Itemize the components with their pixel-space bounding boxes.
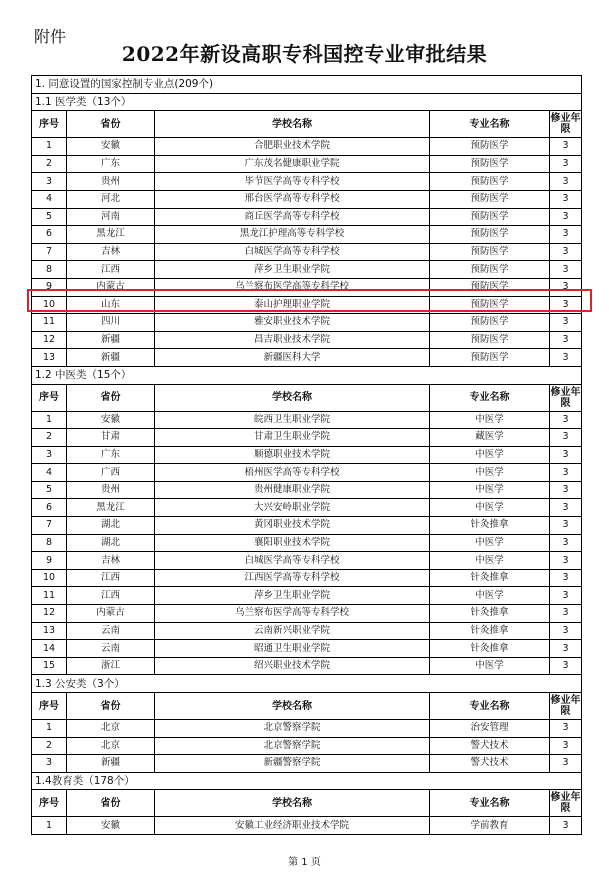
row-index: 7: [32, 517, 67, 535]
row-index: 5: [32, 208, 67, 226]
row-years: 3: [550, 499, 582, 517]
row-major: 中医学: [430, 657, 550, 675]
row-major: 中医学: [430, 552, 550, 570]
table-row: [32, 517, 582, 535]
header-col-years: 修业年限: [550, 111, 582, 138]
row-years: 3: [550, 534, 582, 552]
header-col-major: 专业名称: [430, 790, 550, 817]
header-col-index: 序号: [32, 790, 67, 817]
header-col-index: 序号: [32, 384, 67, 411]
table-row: [32, 296, 582, 314]
row-school: 绍兴职业技术学院: [155, 657, 430, 675]
row-years: 3: [550, 226, 582, 244]
row-index: 10: [32, 569, 67, 587]
row-index: 12: [32, 605, 67, 623]
row-school: 昭通卫生职业学院: [155, 640, 430, 658]
table-row: [32, 737, 582, 755]
row-province: 广东: [67, 155, 155, 173]
row-school: 贵州健康职业学院: [155, 481, 430, 499]
group-title: 1.1 医学类（13个）: [32, 93, 582, 111]
row-index: 9: [32, 552, 67, 570]
group-title-row: [32, 93, 582, 111]
row-province: 甘肃: [67, 429, 155, 447]
row-province: 浙江: [67, 657, 155, 675]
table-row: [32, 261, 582, 279]
header-row: [32, 111, 582, 138]
row-school: 乌兰察布医学高等专科学校: [155, 605, 430, 623]
row-province: 新疆: [67, 331, 155, 349]
row-years: 3: [550, 657, 582, 675]
row-years: 3: [550, 737, 582, 755]
row-province: 云南: [67, 640, 155, 658]
row-school: 黑龙江护理高等专科学校: [155, 226, 430, 244]
table-row: [32, 534, 582, 552]
row-years: 3: [550, 720, 582, 738]
row-province: 山东: [67, 296, 155, 314]
header-col-school: 学校名称: [155, 693, 430, 720]
row-index: 7: [32, 243, 67, 261]
row-index: 13: [32, 349, 67, 367]
row-major: 预防医学: [430, 331, 550, 349]
row-province: 安徽: [67, 817, 155, 835]
row-index: 4: [32, 190, 67, 208]
row-index: 6: [32, 226, 67, 244]
approval-results-table: [31, 75, 582, 835]
table-row: [32, 429, 582, 447]
row-school: 萍乡卫生职业学院: [155, 261, 430, 279]
table-row: [32, 243, 582, 261]
row-major: 预防医学: [430, 155, 550, 173]
group-title-row: [32, 675, 582, 693]
row-province: 贵州: [67, 481, 155, 499]
group-title-row: [32, 366, 582, 384]
row-province: 江西: [67, 261, 155, 279]
row-index: 5: [32, 481, 67, 499]
row-index: 3: [32, 755, 67, 773]
row-school: 白城医学高等专科学校: [155, 552, 430, 570]
row-school: 黄冈职业技术学院: [155, 517, 430, 535]
group-title: 1.2 中医类（15个）: [32, 366, 582, 384]
row-province: 湖北: [67, 517, 155, 535]
row-province: 黑龙江: [67, 226, 155, 244]
row-index: 3: [32, 173, 67, 191]
row-major: 预防医学: [430, 314, 550, 332]
row-years: 3: [550, 622, 582, 640]
row-major: 预防医学: [430, 278, 550, 296]
table-row: [32, 657, 582, 675]
header-row: [32, 790, 582, 817]
row-major: 预防医学: [430, 226, 550, 244]
header-col-years: 修业年限: [550, 790, 582, 817]
table-row: [32, 755, 582, 773]
row-index: 6: [32, 499, 67, 517]
header-col-major: 专业名称: [430, 111, 550, 138]
row-index: 2: [32, 737, 67, 755]
row-province: 安徽: [67, 138, 155, 156]
row-major: 中医学: [430, 481, 550, 499]
table-row: [32, 587, 582, 605]
row-years: 3: [550, 155, 582, 173]
row-school: 新疆警察学院: [155, 755, 430, 773]
row-years: 3: [550, 208, 582, 226]
row-years: 3: [550, 429, 582, 447]
table-row: [32, 278, 582, 296]
row-years: 3: [550, 296, 582, 314]
row-index: 13: [32, 622, 67, 640]
row-school: 甘肃卫生职业学院: [155, 429, 430, 447]
header-col-school: 学校名称: [155, 111, 430, 138]
row-years: 3: [550, 481, 582, 499]
row-province: 广西: [67, 464, 155, 482]
row-province: 江西: [67, 569, 155, 587]
row-school: 顺德职业技术学院: [155, 446, 430, 464]
attachment-label: 附件: [34, 27, 67, 46]
table-row: [32, 640, 582, 658]
row-school: 邢台医学高等专科学校: [155, 190, 430, 208]
row-province: 河南: [67, 208, 155, 226]
row-school: 襄阳职业技术学院: [155, 534, 430, 552]
row-major: 预防医学: [430, 173, 550, 191]
header-col-province: 省份: [67, 693, 155, 720]
row-major: 预防医学: [430, 208, 550, 226]
row-major: 预防医学: [430, 138, 550, 156]
row-years: 3: [550, 331, 582, 349]
row-major: 预防医学: [430, 296, 550, 314]
table-row: [32, 817, 582, 835]
row-major: 中医学: [430, 534, 550, 552]
table-row: [32, 605, 582, 623]
header-col-major: 专业名称: [430, 384, 550, 411]
row-major: 中医学: [430, 446, 550, 464]
table-row: [32, 138, 582, 156]
row-province: 安徽: [67, 411, 155, 429]
row-years: 3: [550, 243, 582, 261]
table-row: [32, 208, 582, 226]
row-school: 白城医学高等专科学校: [155, 243, 430, 261]
row-school: 广东茂名健康职业学院: [155, 155, 430, 173]
row-province: 吉林: [67, 552, 155, 570]
row-index: 15: [32, 657, 67, 675]
section-title: 1. 同意设置的国家控制专业点(209个): [32, 76, 582, 94]
row-province: 内蒙古: [67, 278, 155, 296]
row-index: 1: [32, 720, 67, 738]
row-index: 11: [32, 587, 67, 605]
table-row: [32, 720, 582, 738]
row-major: 针灸推拿: [430, 605, 550, 623]
row-years: 3: [550, 261, 582, 279]
row-school: 安徽工业经济职业技术学院: [155, 817, 430, 835]
header-col-province: 省份: [67, 790, 155, 817]
row-school: 新疆医科大学: [155, 349, 430, 367]
row-index: 1: [32, 138, 67, 156]
row-index: 2: [32, 155, 67, 173]
row-index: 8: [32, 261, 67, 279]
row-major: 预防医学: [430, 349, 550, 367]
row-major: 警犬技术: [430, 737, 550, 755]
row-years: 3: [550, 138, 582, 156]
header-col-index: 序号: [32, 111, 67, 138]
row-index: 9: [32, 278, 67, 296]
table-row: [32, 331, 582, 349]
row-school: 皖西卫生职业学院: [155, 411, 430, 429]
header-col-province: 省份: [67, 111, 155, 138]
row-years: 3: [550, 349, 582, 367]
row-school: 萍乡卫生职业学院: [155, 587, 430, 605]
row-school: 雅安职业技术学院: [155, 314, 430, 332]
row-major: 预防医学: [430, 261, 550, 279]
group-title-row: [32, 772, 582, 790]
row-years: 3: [550, 517, 582, 535]
row-school: 梧州医学高等专科学校: [155, 464, 430, 482]
group-title: 1.4教育类（178个）: [32, 772, 582, 790]
row-school: 云南新兴职业学院: [155, 622, 430, 640]
row-major: 治安管理: [430, 720, 550, 738]
row-province: 北京: [67, 737, 155, 755]
row-school: 昌吉职业技术学院: [155, 331, 430, 349]
row-index: 1: [32, 817, 67, 835]
header-row: [32, 384, 582, 411]
row-school: 北京警察学院: [155, 737, 430, 755]
row-index: 3: [32, 446, 67, 464]
row-years: 3: [550, 817, 582, 835]
row-major: 针灸推拿: [430, 569, 550, 587]
page-number: 第 1 页: [288, 857, 321, 868]
row-school: 北京警察学院: [155, 720, 430, 738]
table-row: [32, 155, 582, 173]
row-major: 藏医学: [430, 429, 550, 447]
row-major: 预防医学: [430, 243, 550, 261]
row-province: 北京: [67, 720, 155, 738]
row-years: 3: [550, 552, 582, 570]
header-row: [32, 693, 582, 720]
header-col-school: 学校名称: [155, 384, 430, 411]
row-years: 3: [550, 314, 582, 332]
header-col-province: 省份: [67, 384, 155, 411]
row-index: 8: [32, 534, 67, 552]
header-col-school: 学校名称: [155, 790, 430, 817]
table-row: [32, 190, 582, 208]
row-province: 四川: [67, 314, 155, 332]
row-index: 12: [32, 331, 67, 349]
row-province: 吉林: [67, 243, 155, 261]
row-index: 1: [32, 411, 67, 429]
row-years: 3: [550, 640, 582, 658]
row-school: 泰山护理职业学院: [155, 296, 430, 314]
section-title-row: [32, 76, 582, 94]
row-school: 江西医学高等专科学校: [155, 569, 430, 587]
table-row: [32, 446, 582, 464]
row-school: 毕节医学高等专科学校: [155, 173, 430, 191]
row-major: 中医学: [430, 587, 550, 605]
row-years: 3: [550, 411, 582, 429]
row-years: 3: [550, 173, 582, 191]
row-major: 中医学: [430, 464, 550, 482]
header-col-index: 序号: [32, 693, 67, 720]
row-years: 3: [550, 569, 582, 587]
table-row: [32, 173, 582, 191]
row-years: 3: [550, 605, 582, 623]
row-major: 中医学: [430, 499, 550, 517]
page-title: 2022年新设高职专科国控专业审批结果: [121, 42, 488, 66]
header-col-years: 修业年限: [550, 693, 582, 720]
row-years: 3: [550, 446, 582, 464]
row-years: 3: [550, 755, 582, 773]
table-row: [32, 349, 582, 367]
row-years: 3: [550, 464, 582, 482]
row-province: 广东: [67, 446, 155, 464]
row-province: 新疆: [67, 755, 155, 773]
row-province: 河北: [67, 190, 155, 208]
row-major: 针灸推拿: [430, 640, 550, 658]
row-index: 11: [32, 314, 67, 332]
row-province: 湖北: [67, 534, 155, 552]
header-col-years: 修业年限: [550, 384, 582, 411]
row-province: 内蒙古: [67, 605, 155, 623]
row-major: 预防医学: [430, 190, 550, 208]
row-school: 乌兰察布医学高等专科学校: [155, 278, 430, 296]
row-years: 3: [550, 278, 582, 296]
header-col-major: 专业名称: [430, 693, 550, 720]
row-province: 黑龙江: [67, 499, 155, 517]
row-province: 新疆: [67, 349, 155, 367]
row-years: 3: [550, 587, 582, 605]
table-row: [32, 552, 582, 570]
row-major: 警犬技术: [430, 755, 550, 773]
row-index: 4: [32, 464, 67, 482]
row-years: 3: [550, 190, 582, 208]
table-row: [32, 499, 582, 517]
table-row: [32, 464, 582, 482]
table-row: [32, 226, 582, 244]
row-index: 10: [32, 296, 67, 314]
row-major: 针灸推拿: [430, 622, 550, 640]
table-row: [32, 411, 582, 429]
row-major: 针灸推拿: [430, 517, 550, 535]
row-school: 大兴安岭职业学院: [155, 499, 430, 517]
row-school: 合肥职业技术学院: [155, 138, 430, 156]
table-row: [32, 314, 582, 332]
row-province: 云南: [67, 622, 155, 640]
table-row: [32, 569, 582, 587]
table-row: [32, 481, 582, 499]
row-index: 2: [32, 429, 67, 447]
row-major: 中医学: [430, 411, 550, 429]
group-title: 1.3 公安类（3个）: [32, 675, 582, 693]
row-major: 学前教育: [430, 817, 550, 835]
row-index: 14: [32, 640, 67, 658]
table-row: [32, 622, 582, 640]
row-province: 贵州: [67, 173, 155, 191]
row-province: 江西: [67, 587, 155, 605]
row-school: 商丘医学高等专科学校: [155, 208, 430, 226]
